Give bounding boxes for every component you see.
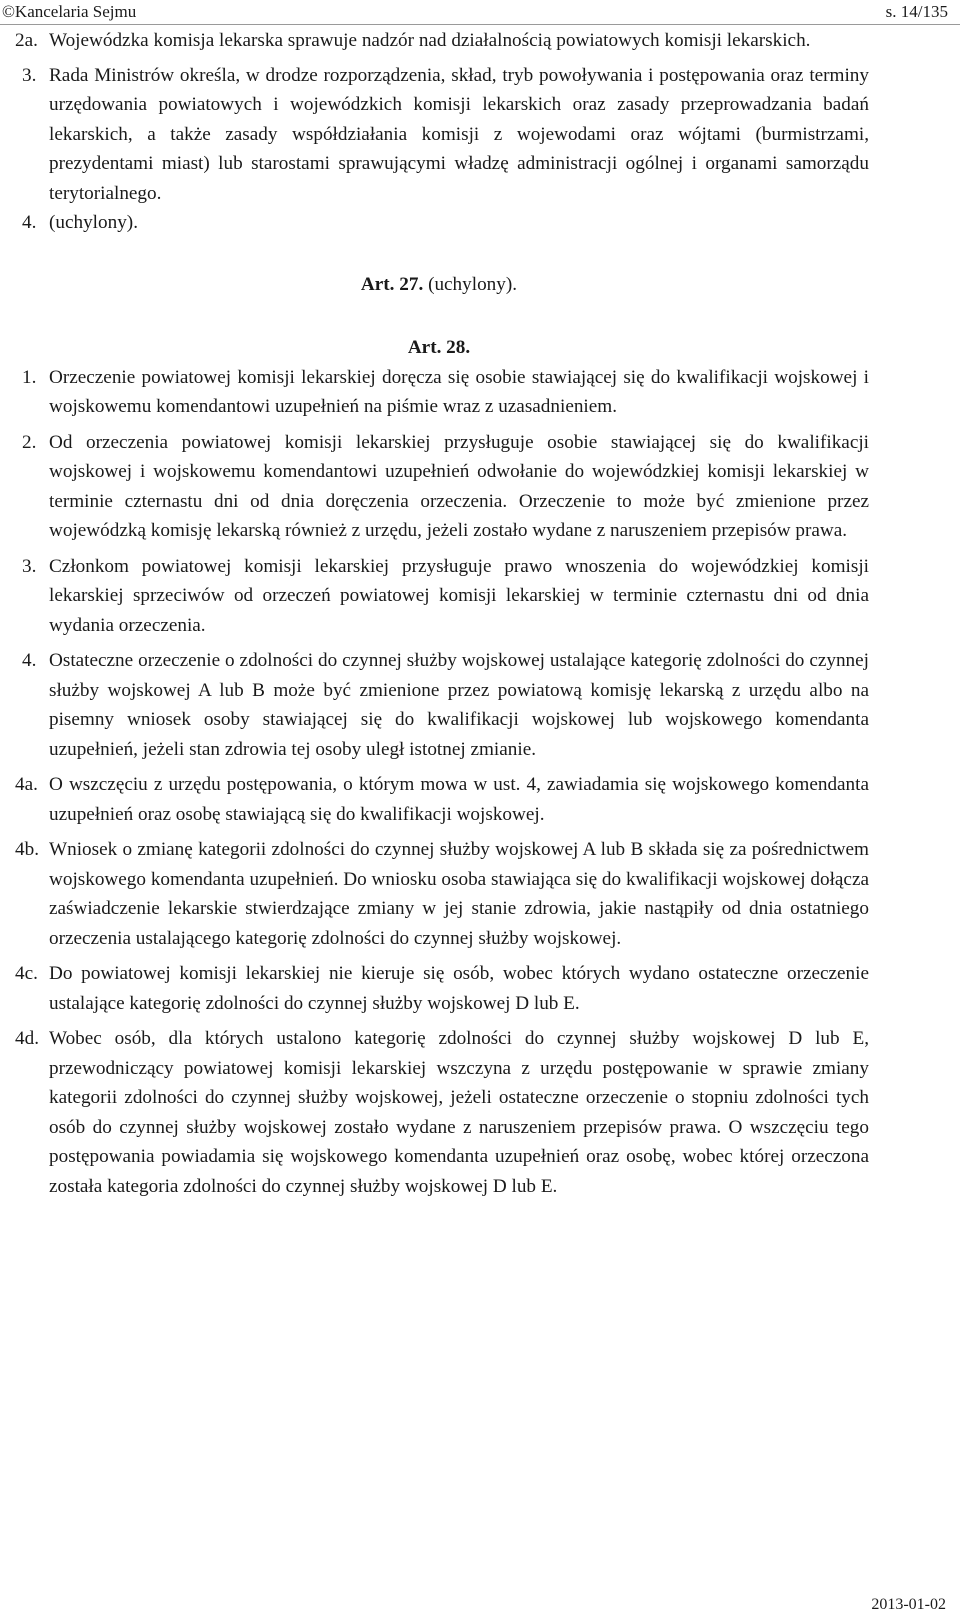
paragraph-text: Członkom powiatowej komisji lekarskiej przysługuje prawo wnoszenia do wojewódzkiej komisji lekarskiej sprzeciwów od orzeczeń powiatowej komisji lekarskiej w terminie czternastu dni od dnia wydania orzeczenia. [49,555,869,636]
paragraph-art28-1 [22,363,869,422]
paragraph-art28-4d [15,1024,869,1201]
paragraph-text: Do powiatowej komisji lekarskiej nie kieruje się osób, wobec których wydano ostateczne orzeczenie ustalające kategorię zdolności do czynnej służby wojskowej D lub E. [49,963,869,1014]
paragraph-art28-4c [15,959,869,1018]
article-28-paragraphs [15,363,869,1202]
paragraph-text: O wszczęciu z urzędu postępowania, o którym mowa w ust. 4, zawiadamia się wojskowego komendanta uzupełnień oraz osobę stawiającą się do kwalifikacji wojskowej. [49,774,869,825]
paragraph-text: Orzeczenie powiatowej komisji lekarskiej doręcza się osobie stawiającej się do kwalifikacji wojskowej i wojskowemu komendantowi uzupełnień na piśmie wraz z uzasadnieniem. [49,366,869,417]
paragraph-number: 4. [22,212,37,233]
paragraph-text: Rada Ministrów określa, w drodze rozporządzenia, skład, tryb powoływania i postępowania oraz terminy urzędowania powiatowych i wojewódzkich komisji lekarskich oraz zasady przeprowadzania badań lekarskich, a także zasady współdziałania komisji z wojewodami oraz wójtami (burmistrzami, prezydentami miast) lub starostami sprawującymi władzę administracji ogólnej i organami samorządu terytorialnego. [49,64,869,204]
paragraph-4 [22,208,869,238]
paragraph-2a [15,26,869,56]
document-body [15,26,869,1201]
paragraph-text: Wniosek o zmianę kategorii zdolności do czynnej służby wojskowej A lub B składa się za pośrednictwem wojskowego komendanta uzupełnień. Do wniosku osoba stawiająca się do kwalifikacji wojskowej dołącza zaświadczenie lekarskie stwierdzające zmiany w jej stanie zdrowia, jakie nastąpiły od dnia ostatniego orzeczenia ustalającego kategorię zdolności do czynnej służby wojskowej. [49,839,869,949]
article-text: (uchylony). [428,273,518,295]
paragraph-art28-3 [22,552,869,641]
article-label: Art. 28. [407,337,471,358]
paragraph-text: Od orzeczenia powiatowej komisji lekarskiej przysługuje osobie stawiającej się do kwalifikacji wojskowej i wojskowemu komendantowi uzupełnień odwołanie do wojewódzkiej komisji lekarskiej w terminie czternastu dni od dnia doręczenia orzeczenia. Orzeczenie to może być zmienione przez wojewódzką komisję lekarską również z urzędu, jeżeli zostało wydane z naruszeniem przepisów prawa. [49,431,869,541]
article-28-heading [49,333,869,363]
paragraph-number: 2. [22,431,37,453]
paragraph-art28-2 [22,428,869,546]
paragraph-text: Ostateczne orzeczenie o zdolności do czynnej służby wojskowej ustalające kategorię zdolności do czynnej służby wojskowej A lub B może być zmienione przez powiatową komisję lekarską z urzędu albo na pisemny wniosek osoby stawiającej się do kwalifikacji wojskowej lub wojskowego komendanta uzupełnień, jeżeli stan zdrowia tej osoby uległ istotnej zmianie. [49,650,869,760]
footer-date: 2013-01-02 [871,1596,946,1613]
paragraph-number: 3. [22,64,37,86]
article-label: Art. 27. [360,273,424,295]
article-27 [49,270,869,300]
paragraph-number: 3. [22,555,37,577]
paragraph-number: 4. [22,650,37,671]
header-divider [0,24,960,25]
paragraph-number: 4b. [15,839,39,860]
paragraph-art28-4a [15,770,869,829]
page-header [0,0,960,26]
paragraph-art28-4b [15,835,869,953]
page-number: s. 14/135 [885,2,948,21]
paragraph-art28-4 [22,646,869,764]
source-label: ©Kancelaria Sejmu [2,2,137,21]
paragraph-text: (uchylony). [49,212,138,233]
paragraph-number: 2a. [15,30,38,51]
paragraph-number: 4c. [15,963,38,984]
paragraph-number: 4a. [15,774,38,795]
paragraph-number: 1. [22,366,37,388]
paragraph-text: Wobec osób, dla których ustalono kategorię zdolności do czynnej służby wojskowej D lub E, przewodniczący powiatowej komisji lekarskiej wszczyna z urzędu postępowanie w sprawie zmiany kategorii zdolności do czynnej służby wojskowej, jeżeli ostateczne orzeczenie o stopniu zdolności tych osób do czynnej służby wojskowej zostało wydane z naruszeniem przepisów prawa. O wszczęciu tego postępowania powiadamia się wojskowego komendanta uzupełnień oraz osobę, wobec której orzeczona została kategoria zdolności do czynnej służby wojskowej D lub E. [49,1028,869,1197]
paragraph-number: 4d. [15,1028,39,1049]
paragraph-text: Wojewódzka komisja lekarska sprawuje nadzór nad działalnością powiatowych komisji lekarskich. [49,30,811,51]
paragraph-3 [22,61,869,209]
